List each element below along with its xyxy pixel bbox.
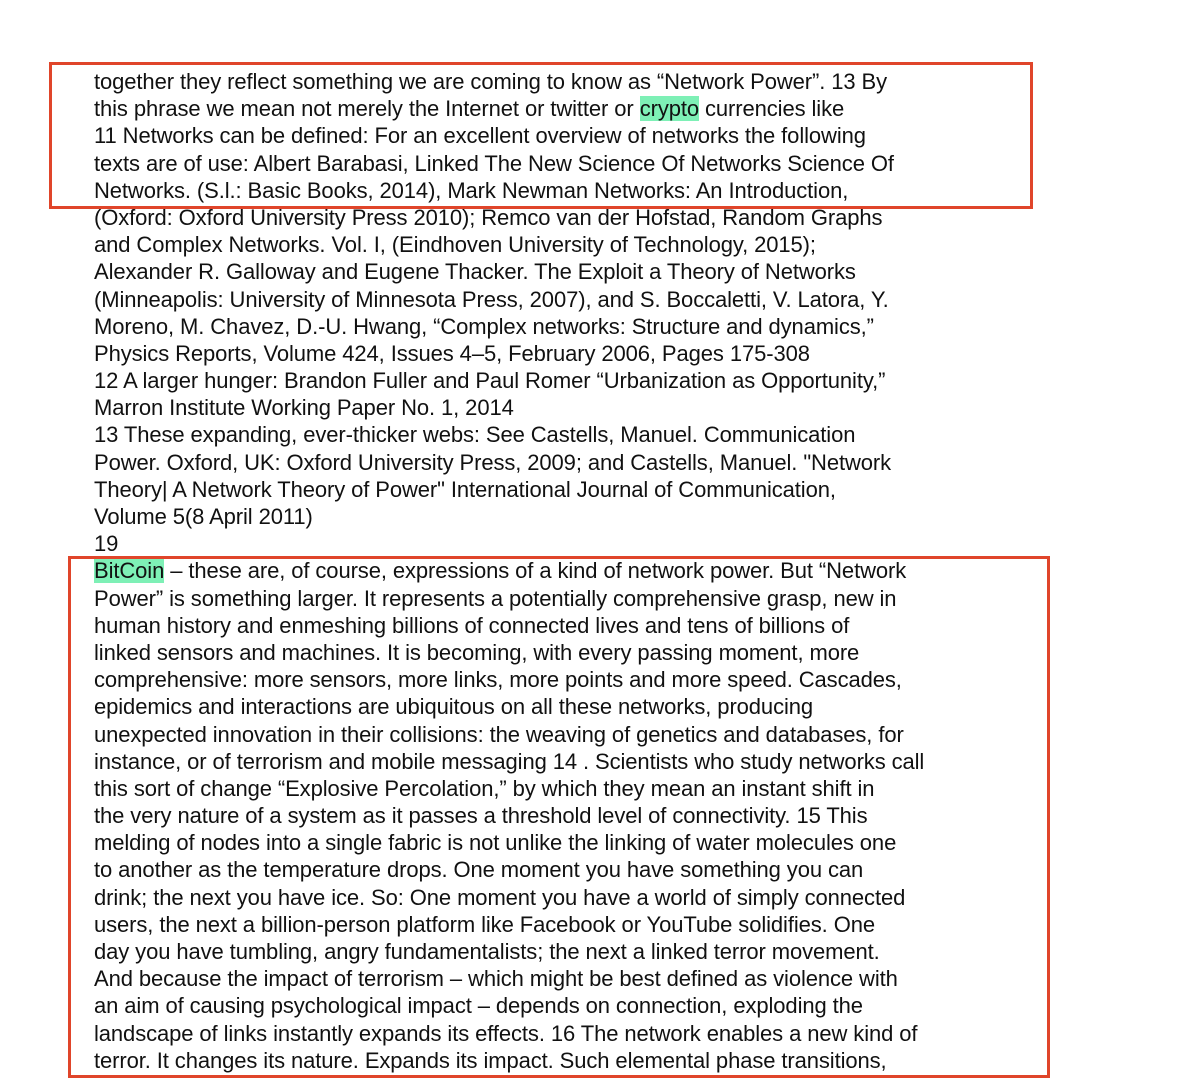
footnote-line: 12 A larger hunger: Brandon Fuller and Paul Romer “Urbanization as Opportunity,” [94,368,886,394]
text-segment: currencies like [699,96,845,122]
footnote-line: Physics Reports, Volume 424, Issues 4–5, February 2006, Pages 175-308 [94,340,810,366]
text-line: comprehensive: more sensors, more links, more points and more speed. Cascades, [94,667,902,693]
text-line: epidemics and interactions are ubiquitous on all these networks, producing [94,694,814,720]
text-line: linked sensors and machines. It is becoming, with every passing moment, more [94,639,860,665]
text-segment: this phrase we mean not merely the Internet or twitter or [94,96,640,122]
text-segment: – these are, of course, expressions of a kind of network power. But “Network [164,558,907,584]
footnote-line: Networks. (S.l.: Basic Books, 2014), Mark Newman Networks: An Introduction, [94,177,849,203]
text-line: users, the next a billion-person platform like Facebook or YouTube solidifies. One [94,911,875,937]
text-line: And because the impact of terrorism – which might be best defined as violence with [94,966,898,992]
text-line: day you have tumbling, angry fundamentalists; the next a linked terror movement. [94,939,880,964]
footnote-line: Marron Institute Working Paper No. 1, 2014 [94,395,514,421]
footnote-line: (Oxford: Oxford University Press 2010); Remco van der Hofstad, Random Graphs [94,204,883,230]
footnote-line: Alexander R. Galloway and Eugene Thacker. The Exploit a Theory of Networks [94,259,856,285]
highlighted-word-crypto: crypto [639,96,699,122]
page-number: 19 [94,531,119,557]
footnote-line: Moreno, M. Chavez, D.-U. Hwang, “Complex networks: Structure and dynamics,” [94,313,874,339]
text-line: the very nature of a system as it passes a threshold level of connectivity. 15 This [94,803,868,829]
text-line [94,95,1094,122]
text-line [94,557,1094,584]
text-line: an aim of causing psychological impact – depends on connection, exploding the [94,993,863,1019]
text-line: unexpected innovation in their collisions: the weaving of genetics and databases, for [94,721,904,747]
footnote-line: 11 Networks can be defined: For an excellent overview of networks the following [94,123,866,149]
text-line: this sort of change “Explosive Percolation,” by which they mean an instant shift in [94,775,875,801]
footnote-line: and Complex Networks. Vol. I, (Eindhoven University of Technology, 2015); [94,232,816,258]
footnote-line: 13 These expanding, ever-thicker webs: See Castells, Manuel. Communication [94,422,856,448]
text-line: Power” is something larger. It represents a potentially comprehensive grasp, new in [94,585,897,611]
footnote-line: Theory| A Network Theory of Power" International Journal of Communication, [94,476,836,502]
document-text [94,68,1094,1074]
footnote-line: Power. Oxford, UK: Oxford University Press, 2009; and Castells, Manuel. "Network [94,449,892,475]
text-line: terror. It changes its nature. Expands its impact. Such elemental phase transitions, [94,1047,887,1073]
text-line: to another as the temperature drops. One moment you have something you can [94,857,864,883]
text-line: melding of nodes into a single fabric is not unlike the linking of water molecules one [94,830,897,856]
text-line: human history and enmeshing billions of connected lives and tens of billions of [94,612,850,638]
text-line: instance, or of terrorism and mobile messaging 14 . Scientists who study networks call [94,748,925,774]
text-line: drink; the next you have ice. So: One moment you have a world of simply connected [94,884,906,910]
footnote-line: Volume 5(8 April 2011) [94,504,313,529]
text-line: landscape of links instantly expands its effects. 16 The network enables a new kind of [94,1020,918,1046]
footnote-line: texts are of use: Albert Barabasi, Linked The New Science Of Networks Science Of [94,150,894,176]
highlighted-word-bitcoin: BitCoin [94,558,165,584]
footnote-line: (Minneapolis: University of Minnesota Press, 2007), and S. Boccaletti, V. Latora, Y. [94,286,889,312]
text-line: together they reflect something we are coming to know as “Network Power”. 13 By [94,69,888,94]
